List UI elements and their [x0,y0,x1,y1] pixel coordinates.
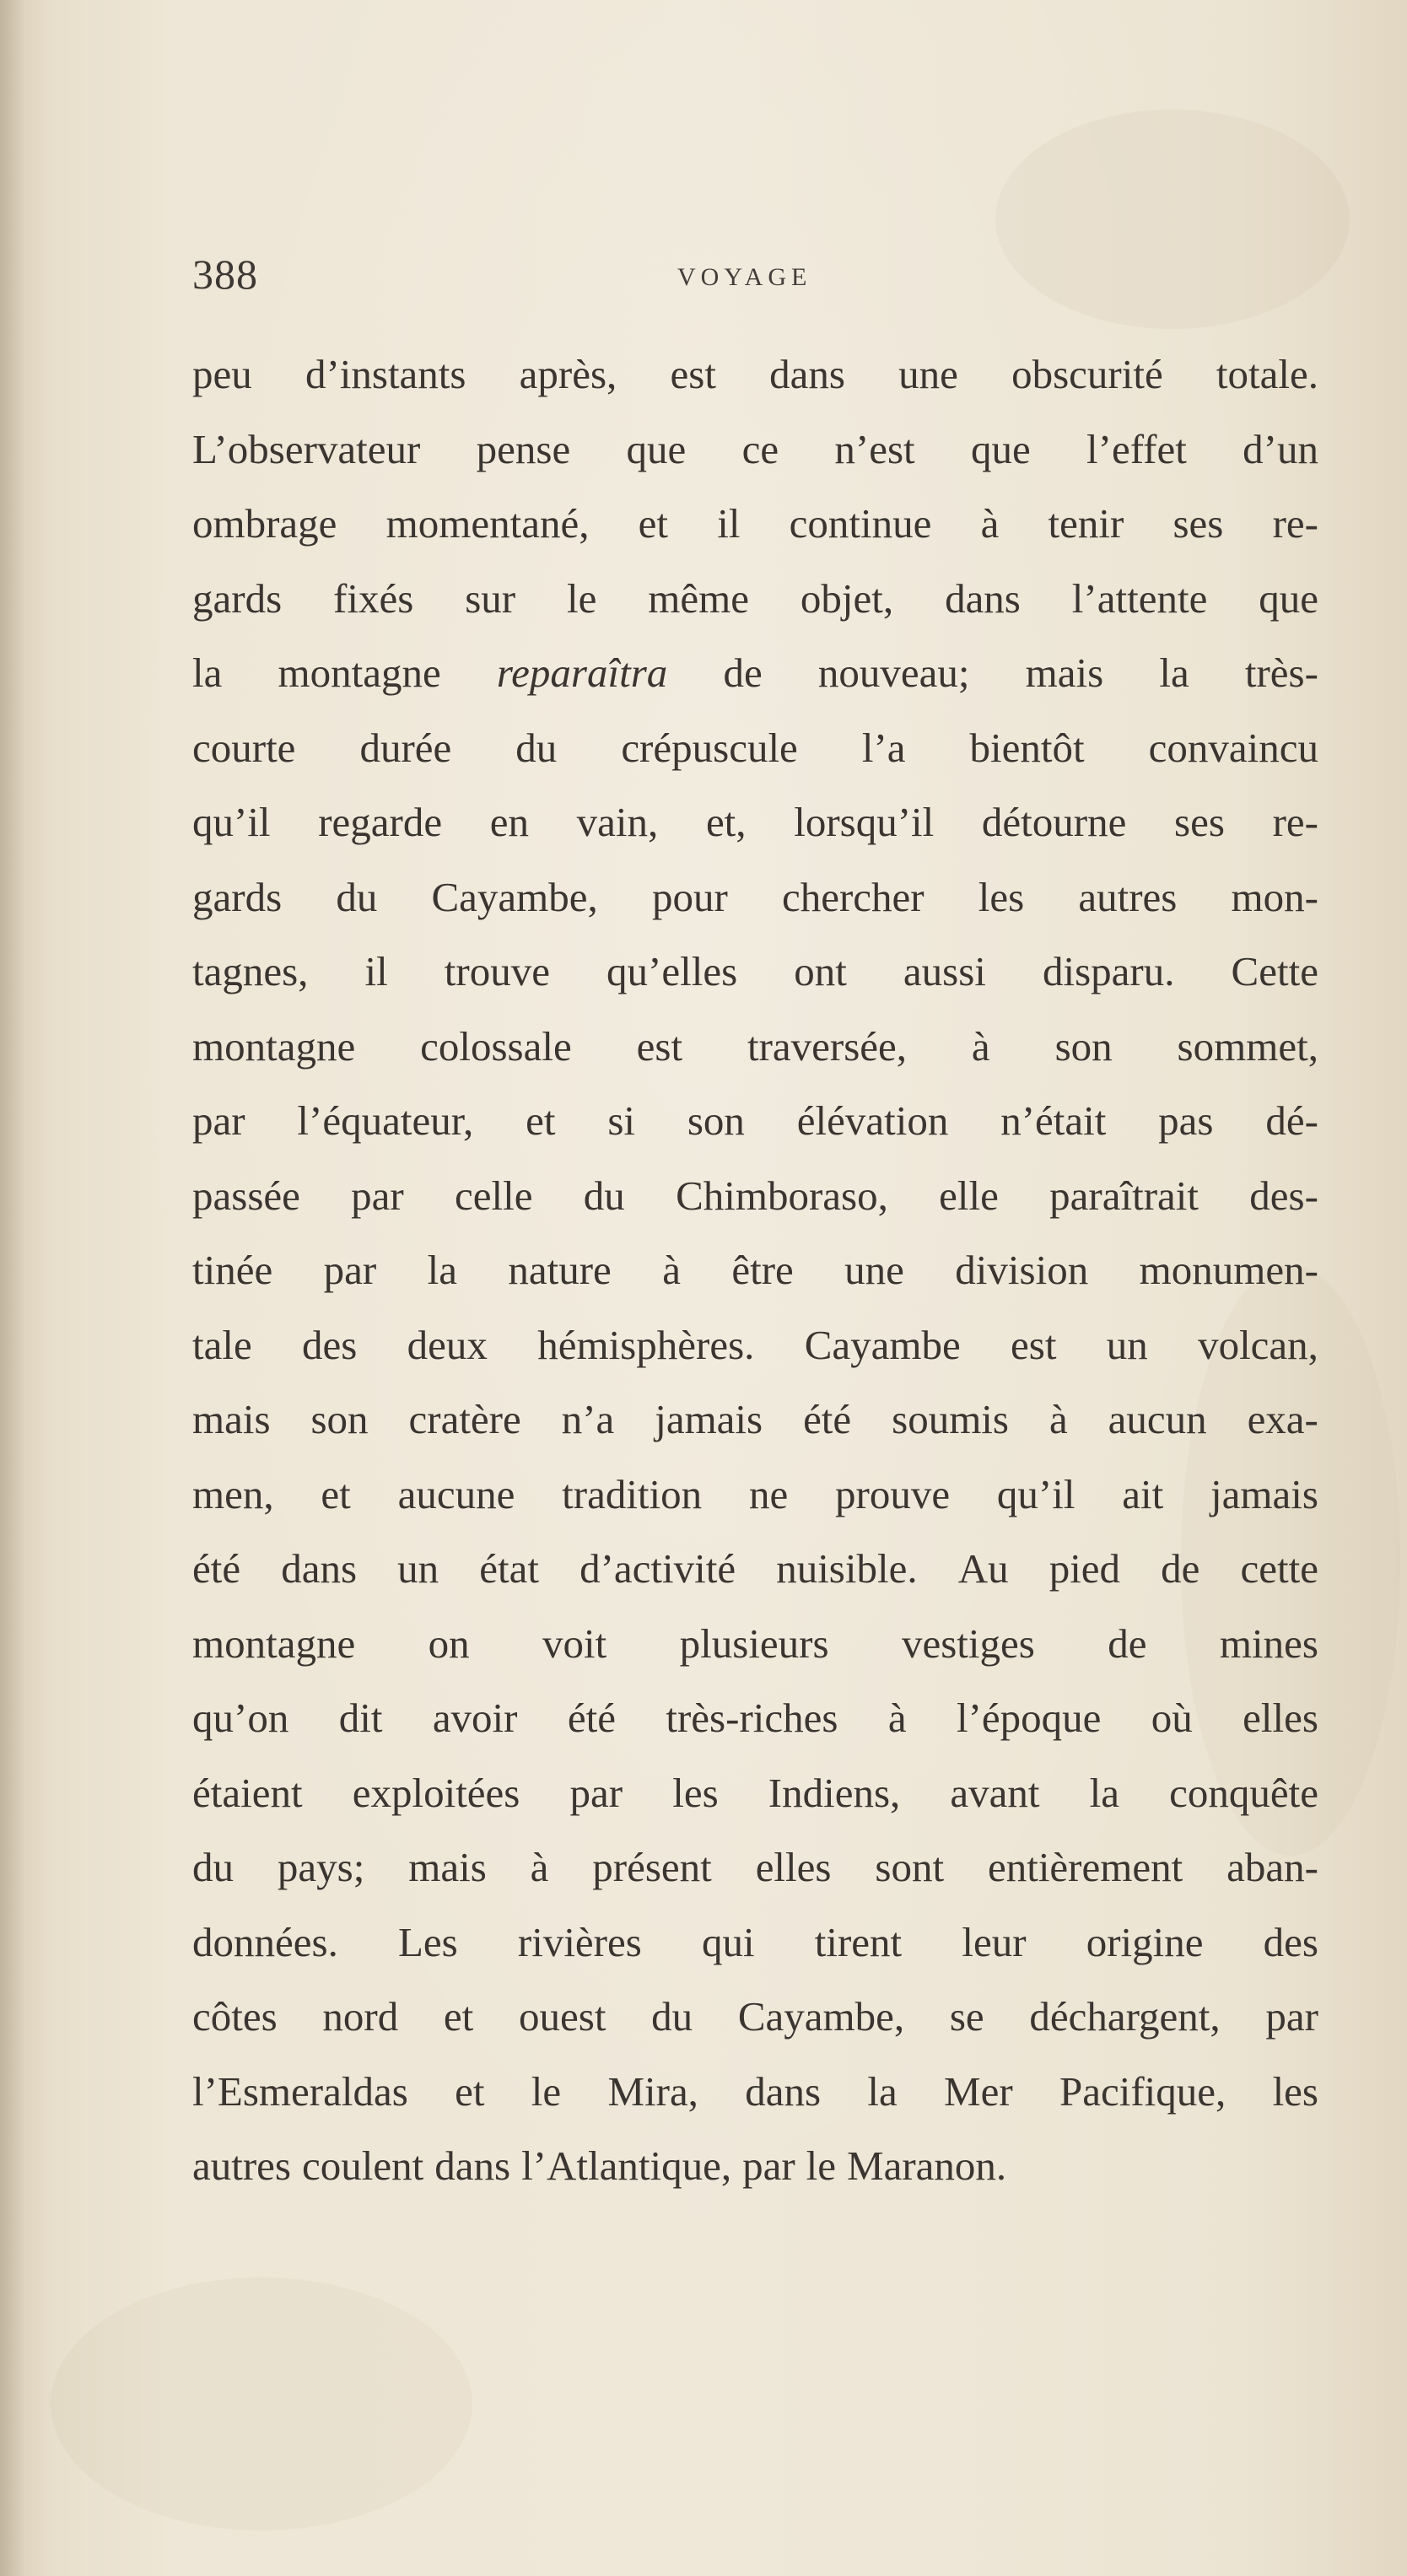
word: tagnes, [192,948,309,994]
word: Mira, [607,2067,698,2115]
word: nuisible. [776,1545,918,1592]
word: la [1159,649,1189,696]
word: Pacifique, [1059,2067,1226,2115]
word: son [310,1396,369,1442]
word: autres [192,2142,291,2189]
word: pour [651,873,728,920]
word: autres [1078,873,1178,920]
word: et [638,500,669,547]
word: qui [701,1918,755,1965]
word: que [626,425,687,472]
word: et, [705,799,747,845]
word: l’équateur, [297,1097,474,1144]
word: est [636,1022,683,1070]
word: conquête [1169,1769,1318,1816]
word: courte [192,724,296,771]
word: n’a [561,1396,615,1442]
word: à [980,500,1000,547]
word: du [515,724,558,771]
page-number: 388 [192,251,258,298]
word: Mer [944,2067,1013,2115]
word: l’a [861,724,906,771]
word: tenir [1048,500,1124,547]
word: leur [962,1918,1027,1965]
word: on [428,1619,470,1667]
word: et [443,1993,474,2040]
word: ouest [519,1993,606,2040]
word: mines [1219,1619,1318,1667]
word: elle [939,1172,999,1219]
word: et [455,2067,485,2115]
word: du [651,1993,693,2040]
word: été [567,1695,616,1741]
word: aucune [397,1470,515,1517]
word: coulent [302,2142,424,2189]
word: entièrement [987,1844,1183,1890]
word: men, [192,1470,274,1517]
word: volcan, [1198,1321,1318,1368]
word: il [364,948,388,994]
word: que [970,425,1031,472]
word: des [1263,1918,1318,1965]
word: détourne [981,799,1127,845]
word: plusieurs [679,1619,829,1667]
word: sont [875,1844,945,1890]
word: à [1049,1396,1068,1442]
word: Maranon. [847,2142,1007,2189]
word: du [192,1844,234,1890]
word: bientôt [969,724,1085,771]
text-line [192,1382,1318,1458]
word: re- [1272,799,1318,845]
word: rivières [517,1918,642,1965]
word: momentané, [385,500,590,547]
word: Cayambe, [737,1993,905,2040]
word: dans [281,1545,358,1592]
word: d’activité [580,1545,736,1592]
word: qu’il [996,1470,1075,1517]
word: à [662,1247,681,1293]
word: elles [755,1844,832,1890]
word: obscurité [1011,351,1163,397]
word: hémisphères. [537,1321,755,1368]
word: gards [192,574,283,622]
word: le [806,2142,837,2189]
word: une [844,1247,904,1293]
word: pays; [277,1844,365,1890]
word: dé- [1265,1097,1318,1144]
word: ne [748,1470,789,1517]
word: par [1265,1993,1318,2040]
word: convaincu [1148,724,1318,771]
word: que [1259,574,1318,622]
word: état [479,1545,539,1592]
word: si [607,1097,636,1144]
word: dans [769,351,845,397]
word: se [949,1993,984,2040]
text-line [192,1159,1318,1234]
word: origine [1086,1918,1204,1965]
word: disparu. [1042,948,1175,994]
word: du [583,1172,625,1219]
word: pied [1049,1545,1121,1592]
word: Au [957,1545,1009,1592]
word: vestiges [901,1619,1035,1667]
word: son [687,1097,745,1144]
word: objet, [800,574,894,622]
word: elles [1243,1695,1318,1741]
word: sur [465,574,516,622]
word: l’Esmeraldas [192,2067,408,2115]
body-text [192,337,1318,2204]
word: lorsqu’il [794,799,935,845]
word: deux [407,1321,488,1368]
text-line [192,1607,1318,1682]
word: l’époque [956,1695,1102,1741]
word: montagne [278,649,441,696]
text-line [192,1308,1318,1383]
word: Cette [1231,948,1318,994]
page-header [192,245,1297,312]
word: traversée, [747,1022,908,1070]
word: à [530,1844,549,1890]
word: ombrage [192,500,337,547]
word: cratère [408,1396,521,1442]
word: durée [359,724,452,771]
word: les [672,1769,719,1816]
word: tale [192,1321,252,1368]
word: dans [945,574,1021,622]
word: ait [1122,1470,1164,1517]
text-line [192,1233,1318,1308]
word: monumen- [1139,1247,1318,1293]
word: étaient [192,1769,303,1816]
word: par [569,1769,623,1816]
word: Indiens, [768,1769,901,1816]
word: jamais [1210,1470,1318,1517]
paper-stain [51,2277,472,2530]
word: mais [192,1396,271,1442]
word: celle [455,1172,533,1219]
word: totale. [1216,351,1318,397]
word: ses [1174,799,1225,845]
word: Les [397,1918,458,1965]
text-line [192,1905,1318,1981]
word: par [742,2142,795,2189]
text-line [192,487,1318,562]
word: d’un [1243,425,1318,472]
word: d’instants [305,351,466,397]
word: où [1151,1695,1193,1741]
word: de [1108,1619,1147,1667]
word: très- [1244,649,1318,696]
word: Cayambe [804,1321,961,1368]
word: vain, [576,799,659,845]
word: colossale [420,1022,572,1070]
word: montagne [192,1619,356,1667]
word: dit [338,1695,383,1741]
word: et [526,1097,556,1144]
word: très-riches [666,1695,838,1741]
word: est [670,351,716,397]
word: avoir [432,1695,518,1741]
word: aussi [903,948,986,994]
text-line [192,1756,1318,1831]
word: nature [508,1247,612,1293]
word: une [898,351,958,397]
word: côtes [192,1993,278,2040]
text-line [192,1084,1318,1159]
word: les [978,873,1025,920]
word: été [192,1545,241,1592]
word: qu’il [192,799,271,845]
text-line [192,562,1318,637]
word: pense [476,425,571,472]
word: Cayambe, [431,873,598,920]
word: par [323,1247,377,1293]
word: à [887,1695,907,1741]
word: paraîtrait [1049,1172,1199,1219]
word: été [803,1396,852,1442]
word: mon- [1231,873,1318,920]
word: tradition [562,1470,703,1517]
running-head: VOYAGE [677,263,812,291]
text-line [192,412,1318,488]
word: nouveau; [817,649,970,696]
word: en [489,799,529,845]
word: l’effet [1086,425,1187,472]
word: élévation [796,1097,949,1144]
text-line [192,935,1318,1010]
word: le [567,574,597,622]
word: regarde [318,799,443,845]
word: son [1054,1022,1113,1070]
word: après, [519,351,617,397]
text-line [192,636,1318,711]
word: ce [741,425,779,472]
binding-shadow [0,0,25,2576]
word: soumis [892,1396,1009,1442]
word: ses [1172,500,1224,547]
word: à [971,1022,990,1070]
text-line [192,860,1318,935]
text-line [192,1830,1318,1905]
word: exa- [1247,1396,1318,1442]
word: données. [192,1918,338,1965]
word: qu’on [192,1695,289,1741]
word: division [955,1247,1089,1293]
word: passée [192,1172,300,1219]
word: des [302,1321,358,1368]
word: par [351,1172,404,1219]
word: prouve [835,1470,951,1517]
word: trouve [444,948,550,994]
word: tirent [814,1918,903,1965]
word: aucun [1108,1396,1207,1442]
text-line [192,2129,1318,2204]
word: de [1161,1545,1200,1592]
word: fixés [333,574,414,622]
word: jamais [655,1396,763,1442]
word: des- [1249,1172,1318,1219]
word: gards [192,873,283,920]
word: nord [322,1993,399,2040]
word: il [717,500,741,547]
word: la [192,649,223,696]
word: reparaîtra [496,649,668,696]
word: de [723,649,763,696]
text-line [192,1010,1318,1085]
word: dans [434,2142,511,2189]
word: est [1011,1321,1057,1368]
word: sommet, [1177,1022,1318,1070]
word: pas [1158,1097,1214,1144]
word: ont [794,948,847,994]
word: la [1089,1769,1120,1816]
word: L’observateur [192,425,421,472]
word: être [731,1247,794,1293]
text-line [192,1458,1318,1533]
word: exploitées [352,1769,520,1816]
word: par [192,1097,245,1144]
word: n’est [834,425,915,472]
word: mais [408,1844,487,1890]
word: un [1106,1321,1148,1368]
word: qu’elles [606,948,738,994]
word: un [397,1545,439,1592]
word: du [336,873,378,920]
word: le [531,2067,562,2115]
word: l’Atlantique, [521,2142,732,2189]
word: l’attente [1071,574,1208,622]
text-line [192,1980,1318,2055]
text-line [192,337,1318,412]
word: n’était [1000,1097,1107,1144]
word: aban- [1226,1844,1318,1890]
word: voit [542,1619,607,1667]
word: continue [789,500,932,547]
word: présent [592,1844,712,1890]
word: dans [745,2067,822,2115]
word: cette [1240,1545,1318,1592]
word: re- [1272,500,1318,547]
text-line [192,1681,1318,1756]
word: les [1272,2067,1318,2115]
word: tinée [192,1247,273,1293]
word: mais [1025,649,1104,696]
word: chercher [781,873,925,920]
word: Chimboraso, [676,1172,888,1219]
word: avant [950,1769,1040,1816]
word: même [648,574,750,622]
text-line [192,1532,1318,1607]
word: montagne [192,1022,356,1070]
text-line [192,785,1318,860]
word: la [427,1247,457,1293]
word: la [867,2067,898,2115]
word: peu [192,351,252,397]
word: déchargent, [1029,1993,1221,2040]
text-line [192,711,1318,786]
text-line [192,2055,1318,2130]
word: et [321,1470,351,1517]
word: crépuscule [621,724,798,771]
